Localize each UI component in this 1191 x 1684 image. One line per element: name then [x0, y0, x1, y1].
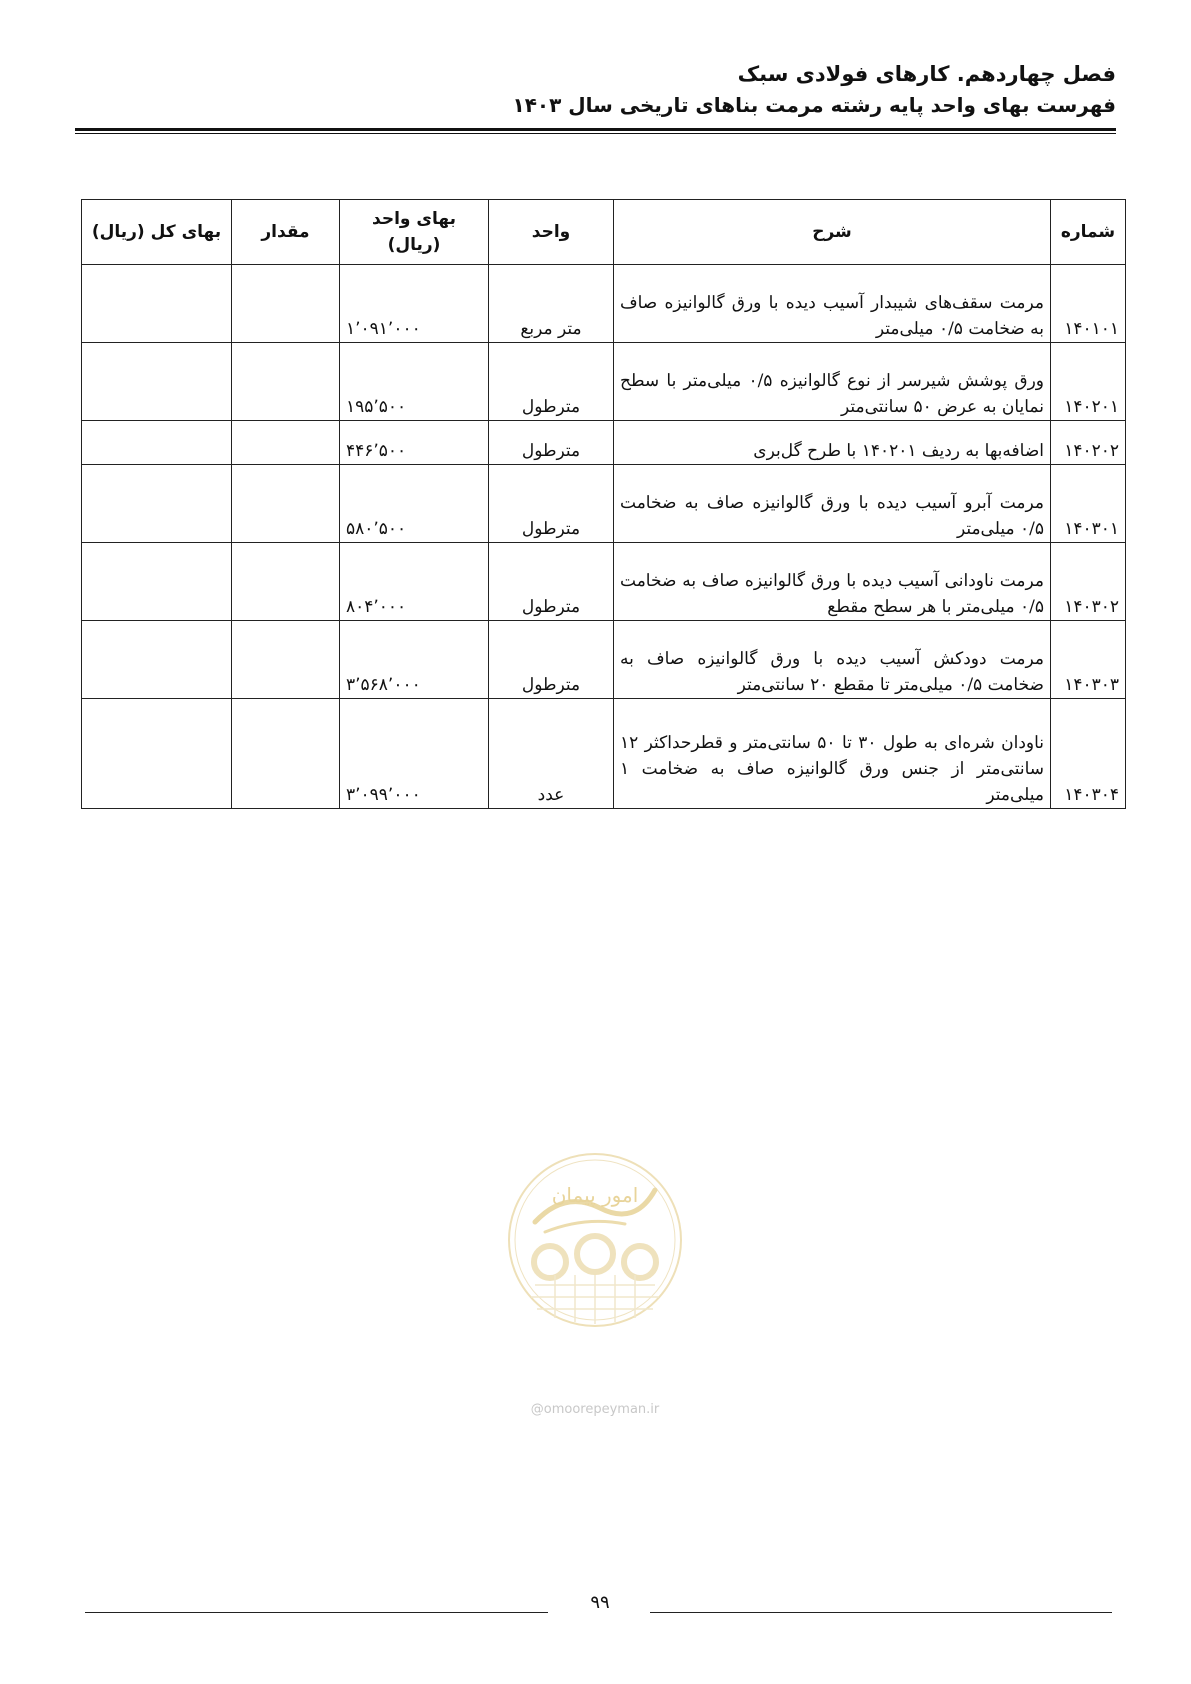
table-row	[82, 543, 1126, 621]
header-number: شماره	[1051, 200, 1126, 265]
row-total-price	[82, 343, 232, 421]
row-unit: مترطول	[489, 543, 614, 621]
row-description: مرمت دودکش آسیب دیده با ورق گالوانیزه صاف به ضخامت ۰/۵ میلی‌متر تا مقطع ۲۰ سانتی‌متر	[614, 621, 1051, 699]
header-quantity: مقدار	[232, 200, 340, 265]
row-quantity	[232, 543, 340, 621]
header-unit: واحد	[489, 200, 614, 265]
watermark-logo-text: امور پیمان	[551, 1183, 639, 1207]
row-unit-price: ۸۰۴٬۰۰۰	[340, 543, 489, 621]
row-total-price	[82, 465, 232, 543]
table-row	[82, 343, 1126, 421]
row-quantity	[232, 621, 340, 699]
table-header-row	[82, 200, 1126, 265]
row-unit-price: ۴۴۶٬۵۰۰	[340, 421, 489, 465]
row-number: ۱۴۰۱۰۱	[1051, 265, 1126, 343]
row-unit: متر مربع	[489, 265, 614, 343]
price-table	[81, 199, 1126, 809]
header-description: شرح	[614, 200, 1051, 265]
watermark-caption: @omoorepeyman.ir	[530, 1402, 660, 1417]
row-number: ۱۴۰۳۰۳	[1051, 621, 1126, 699]
footer-rule-left	[85, 1612, 548, 1613]
header-rule-thin	[75, 133, 1116, 134]
row-description: مرمت سقف‌های شیبدار آسیب دیده با ورق گالوانیزه صاف به ضخامت ۰/۵ میلی‌متر	[614, 265, 1051, 343]
row-unit-price: ۳٬۰۹۹٬۰۰۰	[340, 699, 489, 809]
row-quantity	[232, 343, 340, 421]
table-row	[82, 265, 1126, 343]
row-unit: مترطول	[489, 621, 614, 699]
row-unit-price: ۱۹۵٬۵۰۰	[340, 343, 489, 421]
watermark-logo-icon	[505, 1150, 685, 1330]
table-row	[82, 621, 1126, 699]
row-quantity	[232, 699, 340, 809]
row-total-price	[82, 699, 232, 809]
row-unit: مترطول	[489, 465, 614, 543]
row-quantity	[232, 465, 340, 543]
chapter-title: فصل چهاردهم. کارهای فولادی سبک	[737, 62, 1116, 86]
header-unit-price: بهای واحد (ریال)	[340, 200, 489, 265]
row-total-price	[82, 621, 232, 699]
row-number: ۱۴۰۳۰۴	[1051, 699, 1126, 809]
row-number: ۱۴۰۲۰۱	[1051, 343, 1126, 421]
list-title: فهرست بهای واحد پایه رشته مرمت بناهای تاریخی سال ۱۴۰۳	[512, 93, 1116, 117]
row-unit: مترطول	[489, 421, 614, 465]
row-total-price	[82, 421, 232, 465]
row-unit: مترطول	[489, 343, 614, 421]
row-description: ورق پوشش شیرسر از نوع گالوانیزه ۰/۵ میلی‌متر با سطح نمایان به عرض ۵۰ سانتی‌متر	[614, 343, 1051, 421]
row-description: مرمت آبرو آسیب دیده با ورق گالوانیزه صاف به ضخامت ۰/۵ میلی‌متر	[614, 465, 1051, 543]
row-quantity	[232, 421, 340, 465]
row-number: ۱۴۰۲۰۲	[1051, 421, 1126, 465]
row-number: ۱۴۰۳۰۱	[1051, 465, 1126, 543]
row-description: ناودان شره‌ای به طول ۳۰ تا ۵۰ سانتی‌متر و قطرحداکثر ۱۲ سانتی‌متر از جنس ورق گالوانیزه صاف به ضخامت ۱ میلی‌متر	[614, 699, 1051, 809]
row-unit: عدد	[489, 699, 614, 809]
footer-rule-right	[650, 1612, 1112, 1613]
row-unit-price: ۵۸۰٬۵۰۰	[340, 465, 489, 543]
row-description: اضافه‌بها به ردیف ۱۴۰۲۰۱ با طرح گل‌بری	[614, 421, 1051, 465]
row-unit-price: ۳٬۵۶۸٬۰۰۰	[340, 621, 489, 699]
row-description: مرمت ناودانی آسیب دیده با ورق گالوانیزه صاف به ضخامت ۰/۵ میلی‌متر با هر سطح مقطع	[614, 543, 1051, 621]
row-total-price	[82, 543, 232, 621]
row-total-price	[82, 265, 232, 343]
row-number: ۱۴۰۳۰۲	[1051, 543, 1126, 621]
row-quantity	[232, 265, 340, 343]
page-header	[76, 58, 1116, 120]
header-total-price: بهای کل (ریال)	[82, 200, 232, 265]
watermark-logo	[505, 1150, 685, 1330]
page-number: ۹۹	[590, 1592, 610, 1613]
table-row	[82, 699, 1126, 809]
row-unit-price: ۱٬۰۹۱٬۰۰۰	[340, 265, 489, 343]
header-rule-thick	[75, 128, 1116, 131]
table-row	[82, 465, 1126, 543]
table-row	[82, 421, 1126, 465]
